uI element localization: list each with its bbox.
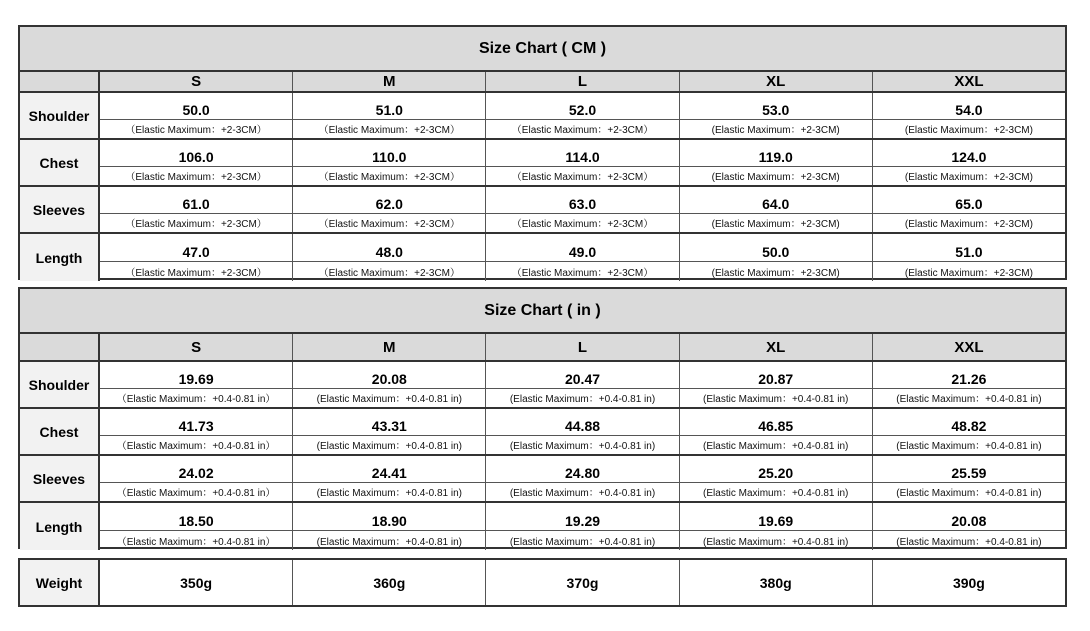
elastic-note: （Elastic Maximum：+2-3CM） (100, 213, 292, 232)
size-cell-xl (680, 187, 873, 232)
elastic-note: (Elastic Maximum：+2-3CM) (680, 213, 872, 232)
row-label: Shoulder (20, 93, 100, 138)
size-cell-xxl (873, 456, 1065, 501)
elastic-note: (Elastic Maximum：+0.4-0.81 in) (680, 530, 872, 550)
row-label: Chest (20, 140, 100, 185)
size-cell-xxl (873, 187, 1065, 232)
size-cell-l (486, 409, 679, 454)
elastic-note: (Elastic Maximum：+2-3CM) (873, 261, 1065, 281)
measurement-value: 114.0 (565, 148, 600, 165)
measurement-value: 19.69 (178, 370, 214, 387)
measurement-value: 61.0 (182, 195, 210, 212)
measurement-row (20, 503, 1065, 550)
elastic-note: (Elastic Maximum：+2-3CM) (873, 213, 1065, 232)
size-cell-l (486, 93, 679, 138)
size-cell-s (100, 234, 293, 281)
elastic-note: （Elastic Maximum：+0.4-0.81 in） (100, 482, 292, 501)
size-cell-s (100, 140, 293, 185)
size-cell-s (100, 187, 293, 232)
elastic-note: (Elastic Maximum：+0.4-0.81 in) (873, 482, 1065, 501)
measurement-row (20, 409, 1065, 456)
size-cell-m (293, 93, 486, 138)
measurement-value: 20.08 (951, 512, 987, 529)
elastic-note: (Elastic Maximum：+0.4-0.81 in) (486, 435, 678, 454)
measurement-value: 20.87 (758, 370, 794, 387)
weight-value-xxl: 390g (952, 574, 985, 591)
size-cell-l (486, 362, 679, 407)
elastic-note: （Elastic Maximum：+2-3CM） (100, 261, 292, 281)
size-cell-xl (680, 409, 873, 454)
elastic-note: （Elastic Maximum：+0.4-0.81 in） (100, 435, 292, 454)
measurement-value: 24.41 (371, 464, 407, 481)
header-corner (20, 72, 100, 91)
elastic-note: (Elastic Maximum：+0.4-0.81 in) (293, 482, 485, 501)
size-cell-s (100, 456, 293, 501)
size-cell-m (293, 234, 486, 281)
row-label: Length (20, 234, 100, 281)
elastic-note: （Elastic Maximum：+2-3CM） (293, 166, 485, 185)
elastic-note: (Elastic Maximum：+0.4-0.81 in) (873, 435, 1065, 454)
row-label: Shoulder (20, 362, 100, 407)
size-header-row (20, 72, 1065, 93)
size-cell-xxl (873, 503, 1065, 550)
measurement-value: 54.0 (955, 101, 983, 118)
size-header-xl: XL (680, 72, 873, 91)
weight-value-m: 360g (293, 560, 486, 605)
measurement-row (20, 362, 1065, 409)
measurement-value: 20.47 (564, 370, 601, 387)
size-cell-xl (680, 362, 873, 407)
elastic-note: (Elastic Maximum：+0.4-0.81 in) (293, 530, 485, 550)
measurement-value: 48.0 (375, 243, 403, 260)
measurement-value: 65.0 (955, 195, 983, 212)
measurement-value: 62.0 (375, 195, 403, 212)
size-header-m: M (293, 334, 486, 360)
size-cell-xxl (873, 409, 1065, 454)
size-cell-l (486, 503, 679, 550)
size-cell-xl (680, 456, 873, 501)
measurement-value: 50.0 (762, 243, 790, 260)
size-cell-xl (680, 234, 873, 281)
size-header-l: L (486, 334, 679, 360)
size-header-xl: XL (680, 334, 873, 360)
size-cell-m (293, 362, 486, 407)
measurement-value: 43.31 (371, 417, 407, 434)
measurement-value: 49.0 (568, 243, 597, 260)
weight-value-xl: 380g (680, 560, 873, 605)
measurement-row (20, 234, 1065, 281)
measurement-value: 19.69 (758, 512, 794, 529)
measurement-value: 21.26 (951, 370, 987, 387)
measurement-value: 24.80 (564, 464, 601, 481)
measurement-value: 18.90 (371, 512, 407, 529)
measurement-row (20, 93, 1065, 140)
measurement-value: 110.0 (372, 148, 407, 165)
chart-title-cm: Size Chart ( CM ) (20, 27, 1065, 72)
measurement-value: 47.0 (182, 243, 210, 260)
elastic-note: (Elastic Maximum：+0.4-0.81 in) (873, 530, 1065, 550)
elastic-note: (Elastic Maximum：+0.4-0.81 in) (293, 435, 485, 454)
elastic-note: （Elastic Maximum：+0.4-0.81 in） (100, 388, 292, 407)
elastic-note: （Elastic Maximum：+2-3CM） (293, 213, 485, 232)
size-cell-l (486, 140, 679, 185)
measurement-value: 106.0 (178, 148, 214, 165)
elastic-note: (Elastic Maximum：+0.4-0.81 in) (680, 435, 872, 454)
measurement-value: 25.59 (951, 464, 987, 481)
size-cell-s (100, 362, 293, 407)
measurement-value: 19.29 (564, 512, 601, 529)
weight-label: Weight (20, 560, 100, 605)
elastic-note: (Elastic Maximum：+0.4-0.81 in) (486, 388, 678, 407)
measurement-value: 44.88 (564, 417, 601, 434)
elastic-note: (Elastic Maximum：+0.4-0.81 in) (873, 388, 1065, 407)
elastic-note: （Elastic Maximum：+2-3CM） (486, 213, 678, 232)
measurement-value: 46.85 (758, 417, 794, 434)
row-label: Length (20, 503, 100, 550)
elastic-note: （Elastic Maximum：+2-3CM） (486, 166, 678, 185)
row-label: Chest (20, 409, 100, 454)
measurement-value: 51.0 (375, 101, 403, 118)
size-cell-l (486, 456, 679, 501)
row-label: Sleeves (20, 456, 100, 501)
measurement-value: 63.0 (568, 195, 597, 212)
size-cell-m (293, 503, 486, 550)
elastic-note: （Elastic Maximum：+2-3CM） (293, 119, 485, 138)
size-cell-xxl (873, 140, 1065, 185)
elastic-note: (Elastic Maximum：+2-3CM) (680, 166, 872, 185)
measurement-value: 124.0 (951, 148, 987, 165)
measurement-value: 52.0 (568, 101, 597, 118)
size-cell-s (100, 93, 293, 138)
size-cell-m (293, 456, 486, 501)
elastic-note: (Elastic Maximum：+0.4-0.81 in) (293, 388, 485, 407)
size-cell-m (293, 409, 486, 454)
weight-value-s: 350g (100, 560, 293, 605)
elastic-note: (Elastic Maximum：+0.4-0.81 in) (486, 482, 678, 501)
table-body (20, 362, 1065, 550)
measurement-value: 48.82 (951, 417, 987, 434)
weight-value-l: 370g (486, 560, 679, 605)
elastic-note: （Elastic Maximum：+2-3CM） (100, 119, 292, 138)
size-cell-m (293, 187, 486, 232)
measurement-value: 50.0 (182, 101, 210, 118)
weight-row (20, 560, 1065, 605)
size-header-row (20, 334, 1065, 362)
measurement-value: 20.08 (371, 370, 407, 387)
row-label: Sleeves (20, 187, 100, 232)
size-chart-cm (18, 25, 1067, 280)
elastic-note: （Elastic Maximum：+0.4-0.81 in） (100, 530, 292, 550)
size-cell-xl (680, 140, 873, 185)
elastic-note: （Elastic Maximum：+2-3CM） (293, 261, 485, 281)
chart-title-in: Size Chart ( in ) (20, 289, 1065, 334)
elastic-note: (Elastic Maximum：+2-3CM) (680, 261, 872, 281)
measurement-value: 64.0 (762, 195, 790, 212)
elastic-note: （Elastic Maximum：+2-3CM） (100, 166, 292, 185)
weight-table (18, 558, 1067, 607)
size-cell-xxl (873, 234, 1065, 281)
size-header-l: L (486, 72, 679, 91)
measurement-value: 53.0 (762, 101, 790, 118)
elastic-note: (Elastic Maximum：+2-3CM) (873, 166, 1065, 185)
size-cell-xl (680, 503, 873, 550)
elastic-note: (Elastic Maximum：+0.4-0.81 in) (486, 530, 678, 550)
measurement-row (20, 187, 1065, 234)
measurement-row (20, 140, 1065, 187)
measurement-value: 41.73 (178, 417, 214, 434)
measurement-value: 18.50 (178, 512, 214, 529)
measurement-value: 51.0 (955, 243, 983, 260)
size-cell-m (293, 140, 486, 185)
elastic-note: (Elastic Maximum：+2-3CM) (680, 119, 872, 138)
size-header-xxl: XXL (873, 72, 1065, 91)
elastic-note: （Elastic Maximum：+2-3CM） (486, 119, 678, 138)
table-body (20, 93, 1065, 281)
elastic-note: (Elastic Maximum：+0.4-0.81 in) (680, 388, 872, 407)
size-cell-xxl (873, 93, 1065, 138)
measurement-value: 25.20 (758, 464, 794, 481)
size-cell-l (486, 187, 679, 232)
size-cell-l (486, 234, 679, 281)
size-header-s: S (100, 334, 293, 360)
elastic-note: (Elastic Maximum：+0.4-0.81 in) (680, 482, 872, 501)
size-header-m: M (293, 72, 486, 91)
size-cell-xxl (873, 362, 1065, 407)
size-cell-xl (680, 93, 873, 138)
measurement-row (20, 456, 1065, 503)
size-header-xxl: XXL (873, 334, 1065, 360)
size-cell-s (100, 503, 293, 550)
measurement-value: 24.02 (178, 464, 214, 481)
elastic-note: (Elastic Maximum：+2-3CM) (873, 119, 1065, 138)
size-cell-s (100, 409, 293, 454)
size-chart-in (18, 287, 1067, 549)
size-header-s: S (100, 72, 293, 91)
header-corner (20, 334, 100, 360)
elastic-note: （Elastic Maximum：+2-3CM） (486, 261, 678, 281)
measurement-value: 119.0 (758, 148, 793, 165)
